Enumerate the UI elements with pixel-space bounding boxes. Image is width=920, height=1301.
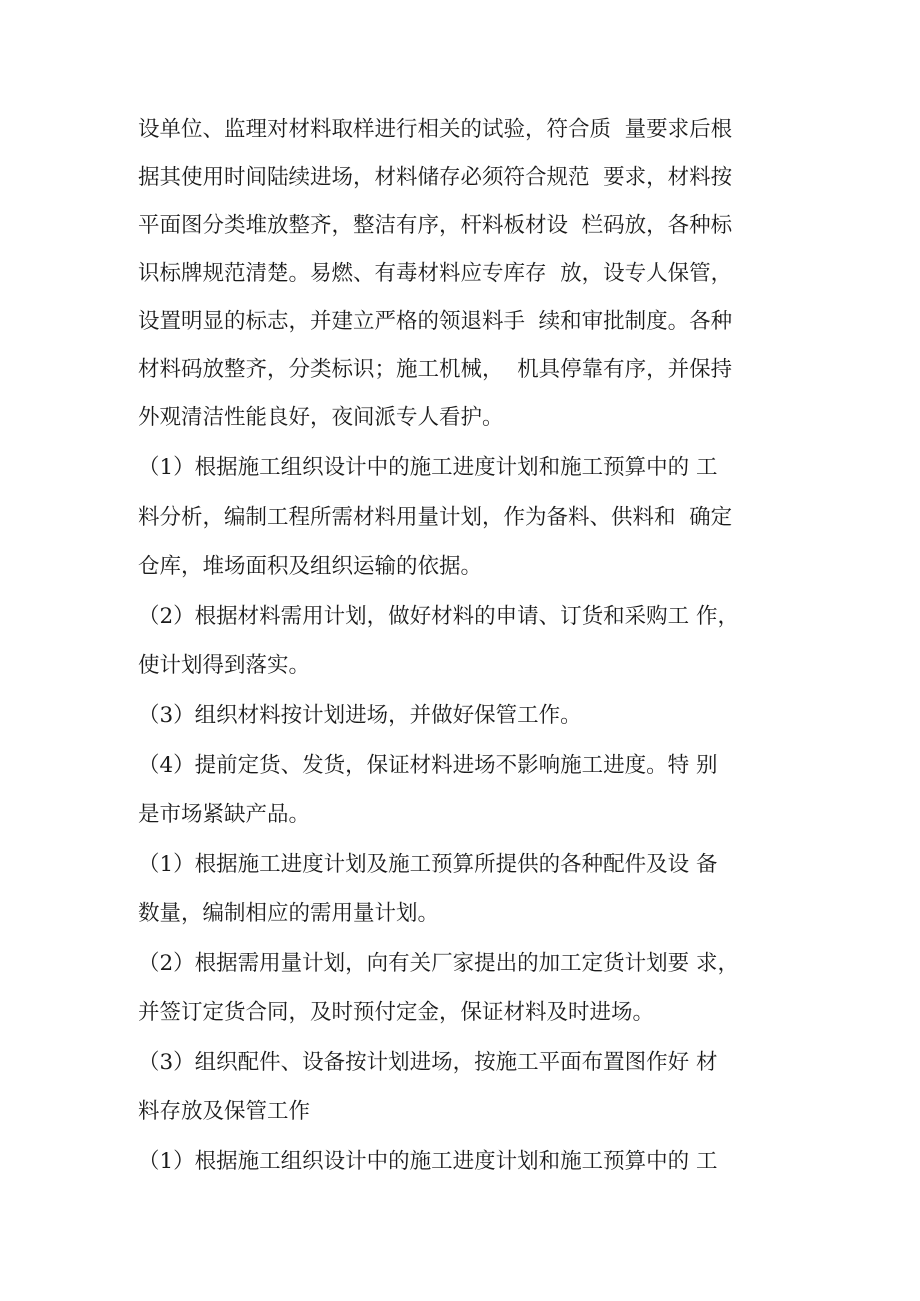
text-line: （4）提前定货、发货，保证材料进场不影响施工进度。特 别: [138, 753, 718, 778]
text-line: （2）根据材料需用计划，做好材料的申请、订货和采购工 作，: [138, 604, 740, 629]
text-line: 识标牌规范清楚。易燃、有毒材料应专库存 放，设专人保管，: [138, 261, 733, 286]
text-line: （1）根据施工组织设计中的施工进度计划和施工预算中的 工: [138, 1149, 718, 1174]
text-line: 并签订定货合同，及时预付定金，保证材料及时进场。: [138, 1000, 655, 1025]
text-line: 是市场紧缺产品。: [138, 802, 311, 827]
text-line: 设单位、监理对材料取样进行相关的试验，符合质 量要求后根: [138, 117, 733, 142]
text-line: 外观清洁性能良好，夜间派专人看护。: [138, 405, 504, 430]
text-line: 据其使用时间陆续进场，材料储存必须符合规范 要求，材料按: [138, 165, 733, 190]
text-line: 平面图分类堆放整齐，整洁有序，杆料板材设 栏码放，各种标: [138, 213, 733, 238]
text-line: （3）组织材料按计划进场，并做好保管工作。: [138, 703, 582, 728]
text-line: （2）根据需用量计划，向有关厂家提出的加工定货计划要 求，: [138, 951, 740, 976]
text-line: 材料码放整齐，分类标识；施工机械， 机具停靠有序，并保持: [138, 357, 733, 382]
text-line: 设置明显的标志，并建立严格的领退料手 续和审批制度。各种: [138, 309, 733, 334]
text-line: （1）根据施工组织设计中的施工进度计划和施工预算中的 工: [138, 455, 718, 480]
text-line: 仓库，堆场面积及组织运输的依据。: [138, 554, 483, 579]
text-line: （3）组织配件、设备按计划进场，按施工平面布置图作好 材: [138, 1050, 718, 1075]
text-line: 使计划得到落实。: [138, 653, 311, 678]
text-line: 数量，编制相应的需用量计划。: [138, 901, 440, 926]
text-line: （1）根据施工进度计划及施工预算所提供的各种配件及设 备: [138, 852, 718, 877]
text-line: 料存放及保管工作: [138, 1099, 311, 1124]
text-line: 料分析，编制工程所需材料用量计划，作为备料、供料和 确定: [138, 505, 733, 530]
